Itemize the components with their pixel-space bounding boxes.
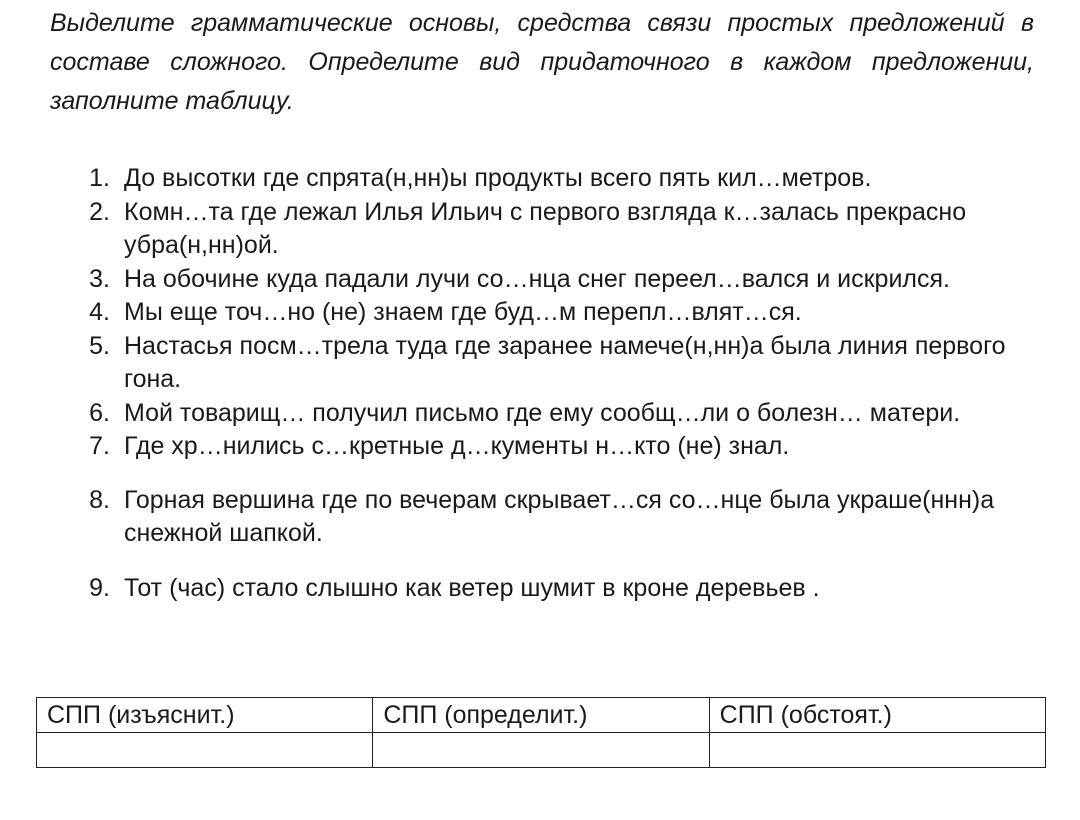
answer-cell-attributive[interactable] <box>373 733 709 768</box>
list-item <box>0 296 1080 330</box>
column-header-attributive: СПП (определит.) <box>373 698 709 733</box>
task-instructions: Выделите грамматические основы, средства связи простых предложений в составе сложного. Определите вид придаточного в каждом предложении, заполните таблицу. <box>50 9 1034 115</box>
item-number: 2. <box>89 197 110 226</box>
item-number: 3. <box>89 264 110 293</box>
item-number: 9. <box>89 573 110 602</box>
item-text: Где хр…нились с…кретные д…кументы н…кто (не) знал. <box>124 432 790 460</box>
item-number: 1. <box>89 164 110 192</box>
list-item <box>0 263 1080 297</box>
column-header-explanatory: СПП (изъяснит.) <box>37 698 373 733</box>
list-item <box>0 330 1080 397</box>
list-item <box>0 484 1080 551</box>
list-item <box>0 196 1080 263</box>
table-header-row <box>37 698 1046 733</box>
list-item <box>0 162 1080 196</box>
item-text: Настасья посм…трела туда где заранее намече(н,нн)а была линия первого гона. <box>124 331 1006 393</box>
item-text: Мой товарищ… получил письмо где ему сообщ…ли о болезн… матери. <box>124 398 961 427</box>
item-number: 7. <box>89 432 110 460</box>
item-number: 8. <box>89 485 110 514</box>
answer-cell-adverbial[interactable] <box>709 733 1045 768</box>
list-item <box>0 430 1080 464</box>
item-number: 5. <box>89 331 110 360</box>
item-number: 4. <box>89 298 110 326</box>
item-text: До высотки где спрята(н,нн)ы продукты всего пять кил…метров. <box>124 164 872 192</box>
list-item <box>0 572 1080 606</box>
item-text: Комн…та где лежал Илья Ильич с первого взгляда к…залась прекрасно убра(н,нн)ой. <box>124 197 967 259</box>
item-text: Мы еще точ…но (не) знаем где буд…м перепл…влят…ся. <box>124 298 802 326</box>
answer-table <box>36 697 1046 768</box>
sentence-list <box>0 162 1080 605</box>
list-item <box>0 397 1080 431</box>
item-text: Тот (час) стало слышно как ветер шумит в кроне деревьев . <box>124 573 820 602</box>
item-number: 6. <box>89 398 110 427</box>
answer-cell-explanatory[interactable] <box>37 733 373 768</box>
item-text: На обочине куда падали лучи со…нца снег переел…вался и искрился. <box>124 264 950 293</box>
table-row <box>37 733 1046 768</box>
column-header-adverbial: СПП (обстоят.) <box>709 698 1045 733</box>
item-text: Горная вершина где по вечерам скрывает…ся со…нце была украше(ннн)а снежной шапкой. <box>124 485 995 547</box>
